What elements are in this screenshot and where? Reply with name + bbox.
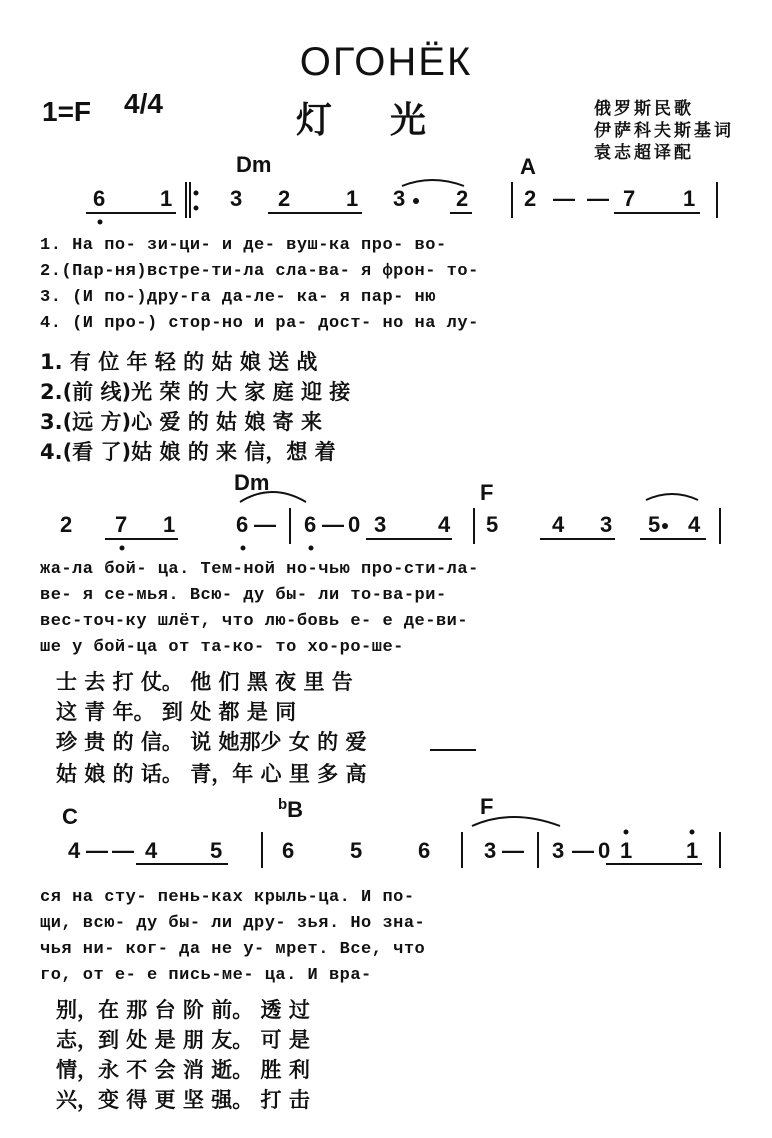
slur [646, 494, 698, 500]
lyric-cn-line: 情，永 不 会 消 逝。 胜 利 [56, 1058, 310, 1082]
lyric-ru-line: 3. (И по-)дру-га да-ле- ка- я пар- ню [40, 288, 436, 307]
repeat-dot [194, 191, 199, 196]
augmentation-dot [662, 523, 668, 529]
note: — [112, 838, 134, 863]
note: 7 [623, 186, 636, 211]
lyric-ru-line: го, от е- е пись-ме- ца. И вра- [40, 966, 372, 985]
credit-translator: 袁志超译配 [594, 143, 694, 163]
lyric-ru-line: щи, всю- ду бы- ли дру- зья. Но зна- [40, 914, 426, 933]
lyric-ru-line: вес-точ-ку шлёт, что лю-бовь е- е де-ви- [40, 612, 469, 631]
note: 4 [68, 838, 81, 863]
note: 3 [230, 186, 243, 211]
credit-origin: 俄罗斯民歌 [594, 99, 694, 119]
lyric-ru-line: жа-ла бой- ца. Тем-ной но-чью про-сти-ла- [40, 560, 479, 579]
note: 1 [160, 186, 173, 211]
repeat-dot [194, 206, 199, 211]
note: — [572, 838, 594, 863]
note: 4 [688, 512, 701, 537]
key-signature: 1=F [42, 96, 92, 127]
note: 0 [598, 838, 611, 863]
note: 1 [620, 838, 633, 863]
note: 6 [93, 186, 106, 211]
lyric-cn-line: 别，在 那 台 阶 前。 透 过 [56, 998, 310, 1022]
song-title-russian: ОГОНЁК [299, 40, 473, 84]
note: 5 [486, 512, 499, 537]
note: 1 [683, 186, 696, 211]
time-signature: 4/4 [124, 88, 163, 119]
note: — [553, 186, 575, 211]
note: 3 [393, 186, 406, 211]
lyric-cn-line: 4.(看 了)姑 娘 的 来 信，想 着 [40, 440, 336, 464]
lyric-cn-line: 2.(前 线)光 荣 的 大 家 庭 迎 接 [40, 380, 351, 404]
octave-dot [624, 830, 629, 835]
note: 7 [115, 512, 128, 537]
octave-dot [120, 546, 125, 551]
lyric-cn-line: 3.(远 方)心 爱 的 姑 娘 寄 来 [40, 410, 322, 434]
chord-label-flat: $^b$B [278, 796, 304, 822]
note: 3 [600, 512, 613, 537]
lyric-ru-line: ся на сту- пень-ках крыль-ца. И по- [40, 888, 415, 907]
chord-label: Dm [236, 152, 272, 177]
note: 5 [350, 838, 363, 863]
note: 6 [418, 838, 431, 863]
chord-label: C [62, 804, 78, 829]
octave-dot [241, 546, 246, 551]
octave-dot [690, 830, 695, 835]
chord-label: F [480, 480, 494, 505]
lyric-ru-line: ве- я се-мья. Всю- ду бы- ли то-ва-ри- [40, 586, 447, 605]
note: 6 [282, 838, 295, 863]
note: 4 [145, 838, 158, 863]
note: 2 [456, 186, 469, 211]
note: 2 [60, 512, 73, 537]
note: 4 [438, 512, 451, 537]
note: — [86, 838, 108, 863]
note: 1 [686, 838, 699, 863]
note: 6 [304, 512, 317, 537]
note: — [322, 512, 344, 537]
lyric-ru-line: 2.(Пар-ня)встре-ти-ла сла-ва- я фрон- то- [40, 262, 479, 281]
lyric-ru-line: ше у бой-ца от та-ко- то хо-ро-ше- [40, 638, 404, 657]
chord-label: Dm [234, 470, 270, 495]
chord-label: F [480, 794, 494, 819]
credit-lyricist: 伊萨科夫斯基词 [594, 121, 734, 141]
lyric-cn-line: 士 去 打 仗。 他 们 黑 夜 里 告 [56, 670, 353, 694]
note: 1 [346, 186, 359, 211]
slur [240, 492, 306, 502]
slur [472, 817, 560, 826]
note: 5 [648, 512, 661, 537]
lyric-ru-line: чья ни- ког- да не у- мрет. Все, что [40, 940, 426, 959]
lyric-ru-line: 4. (И про-) стор-но и ра- дост- но на лу- [40, 314, 479, 333]
lyric-cn-line: 姑 娘 的 话。 青，年 心 里 多 高 [56, 762, 367, 786]
note: 5 [210, 838, 223, 863]
lyric-cn-line: 1. 有 位 年 轻 的 姑 娘 送 战 [40, 350, 318, 374]
note: 6 [236, 512, 249, 537]
lyric-cn-line: 志，到 处 是 朋 友。 可 是 [56, 1028, 310, 1052]
lyric-cn-line: 这 青 年。 到 处 都 是 同 [56, 700, 297, 724]
song-title-chinese: 灯光 [296, 100, 485, 141]
lyric-cn-line: 兴，变 得 更 坚 强。 打 击 [56, 1088, 310, 1112]
note: 4 [552, 512, 565, 537]
lyric-ru-line: 1. На по- зи-ци- и де- вуш-ка про- во- [40, 236, 447, 255]
note: 1 [163, 512, 176, 537]
augmentation-dot [413, 198, 419, 204]
slur [402, 180, 464, 186]
note: — [502, 838, 524, 863]
note: 0 [348, 512, 361, 537]
note: 3 [484, 838, 497, 863]
note: — [254, 512, 276, 537]
note: — [587, 186, 609, 211]
note: 3 [374, 512, 387, 537]
lyric-cn-line: 珍 贵 的 信。 说 她那少 女 的 爱 [56, 730, 367, 754]
note: 2 [524, 186, 537, 211]
chord-label: A [520, 154, 536, 179]
note: 2 [278, 186, 291, 211]
note: 3 [552, 838, 565, 863]
octave-dot [309, 546, 314, 551]
octave-dot [98, 220, 103, 225]
